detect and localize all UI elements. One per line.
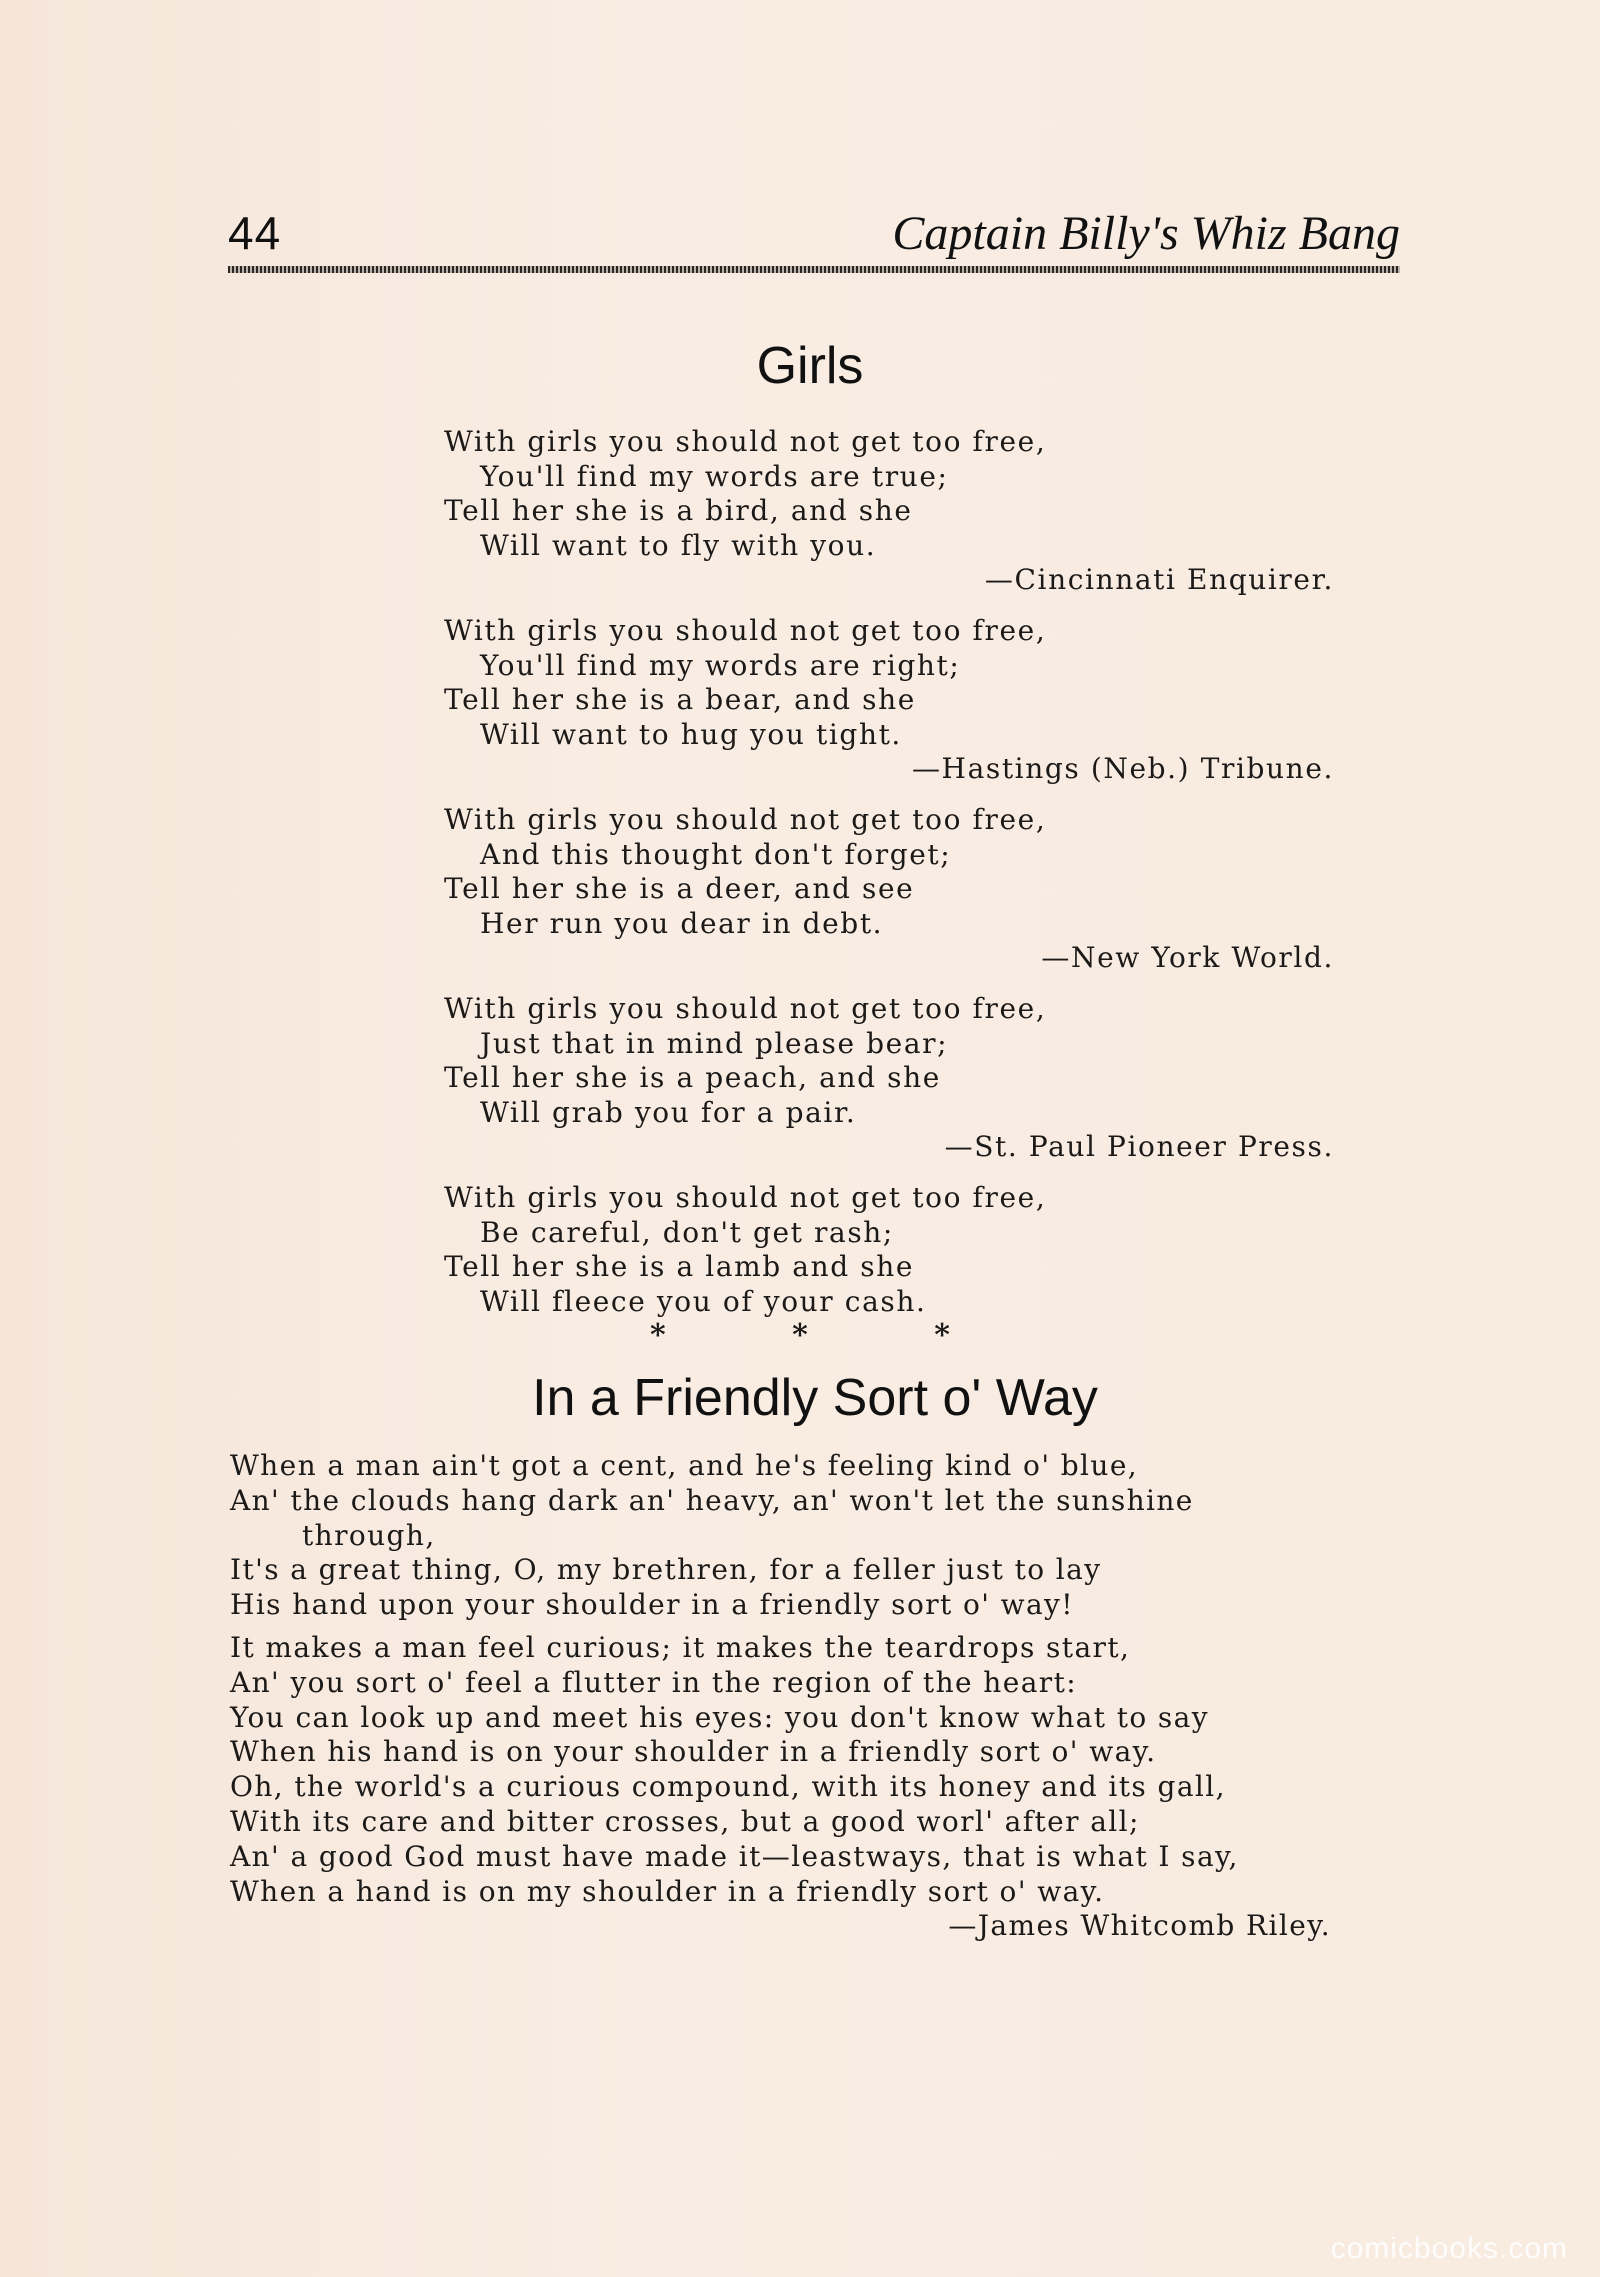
running-title: Captain Billy's Whiz Bang: [892, 207, 1400, 260]
verse-line: An' a good God must have made it—leastways, that is what I say,: [230, 1839, 1239, 1873]
verse-line: Tell her she is a deer, and see: [444, 872, 915, 905]
verse-line: When his hand is on your shoulder in a friendly sort o' way.: [230, 1735, 1157, 1769]
verse-line: Will want to fly with you.: [480, 528, 877, 562]
verse-line: And this thought don't forget;: [480, 837, 952, 871]
verse-line: His hand upon your shoulder in a friendly sort o' way!: [230, 1588, 1074, 1622]
stanza-4: [444, 992, 1334, 1165]
attribution: —Hastings (Neb.) Tribune.: [911, 752, 1334, 785]
separator-star: *: [650, 1318, 666, 1353]
verse-line: With girls you should not get too free,: [444, 614, 1047, 647]
verse-line: With girls you should not get too free,: [444, 992, 1047, 1025]
verse-line: Tell her she is a bird, and she: [444, 494, 913, 527]
page-header: [228, 206, 1400, 266]
verse-line: When a hand is on my shoulder in a friendly sort o' way.: [230, 1874, 1105, 1908]
verse-line: Oh, the world's a curious compound, with its honey and its gall,: [230, 1770, 1226, 1804]
attribution: —James Whitcomb Riley.: [948, 1909, 1331, 1943]
page-number: 44: [228, 207, 282, 259]
verse-line: With its care and bitter crosses, but a good worl' after all;: [230, 1804, 1140, 1838]
stanza-3: [444, 803, 1334, 976]
verse-line: With girls you should not get too free,: [444, 1181, 1047, 1214]
verse-line: You'll find my words are right;: [480, 648, 961, 682]
separator-star: *: [792, 1318, 808, 1353]
verse-line: When a man ain't got a cent, and he's feeling kind o' blue,: [230, 1449, 1139, 1482]
attribution: —Cincinnati Enquirer.: [984, 563, 1334, 596]
verse-line: An' you sort o' feel a flutter in the region of the heart:: [230, 1665, 1078, 1699]
stanza-1: [444, 425, 1334, 598]
poem-title-friendly-sort: In a Friendly Sort o' Way: [532, 1369, 1098, 1427]
verse-line: Her run you dear in debt.: [480, 906, 884, 940]
poem-title-girls: Girls: [756, 337, 864, 395]
poem2-stanza-1: [230, 1449, 1405, 1623]
header-rule: [228, 266, 1400, 273]
verse-line: It's a great thing, O, my brethren, for a feller just to lay: [230, 1553, 1102, 1587]
verse-line: You can look up and meet his eyes: you don't know what to say: [230, 1700, 1209, 1734]
attribution: —New York World.: [1041, 941, 1334, 974]
verse-line: With girls you should not get too free,: [444, 425, 1047, 458]
verse-line: Will fleece you of your cash.: [480, 1284, 927, 1318]
poem2-stanza-2: [230, 1631, 1405, 1944]
verse-line: It makes a man feel curious; it makes the teardrops start,: [230, 1631, 1131, 1664]
section-separator: [650, 1318, 950, 1353]
stanza-2: [444, 614, 1334, 787]
verse-line: An' the clouds hang dark an' heavy, an' won't let the sunshine: [230, 1483, 1194, 1517]
attribution: —St. Paul Pioneer Press.: [944, 1130, 1334, 1163]
separator-star: *: [934, 1318, 950, 1353]
verse-line: You'll find my words are true;: [480, 459, 949, 493]
watermark: comicbooks.com: [1330, 2232, 1568, 2265]
verse-line: Tell her she is a peach, and she: [444, 1061, 941, 1094]
verse-line: Will grab you for a pair.: [480, 1095, 857, 1129]
verse-line: through,: [302, 1518, 436, 1552]
verse-line: Be careful, don't get rash;: [480, 1215, 894, 1249]
verse-line: Just that in mind please bear;: [480, 1026, 949, 1060]
verse-line: Tell her she is a bear, and she: [444, 683, 916, 716]
verse-line: Will want to hug you tight.: [480, 717, 902, 751]
verse-line: Tell her she is a lamb and she: [444, 1250, 915, 1283]
stanza-5: [444, 1181, 1334, 1319]
verse-line: With girls you should not get too free,: [444, 803, 1047, 836]
